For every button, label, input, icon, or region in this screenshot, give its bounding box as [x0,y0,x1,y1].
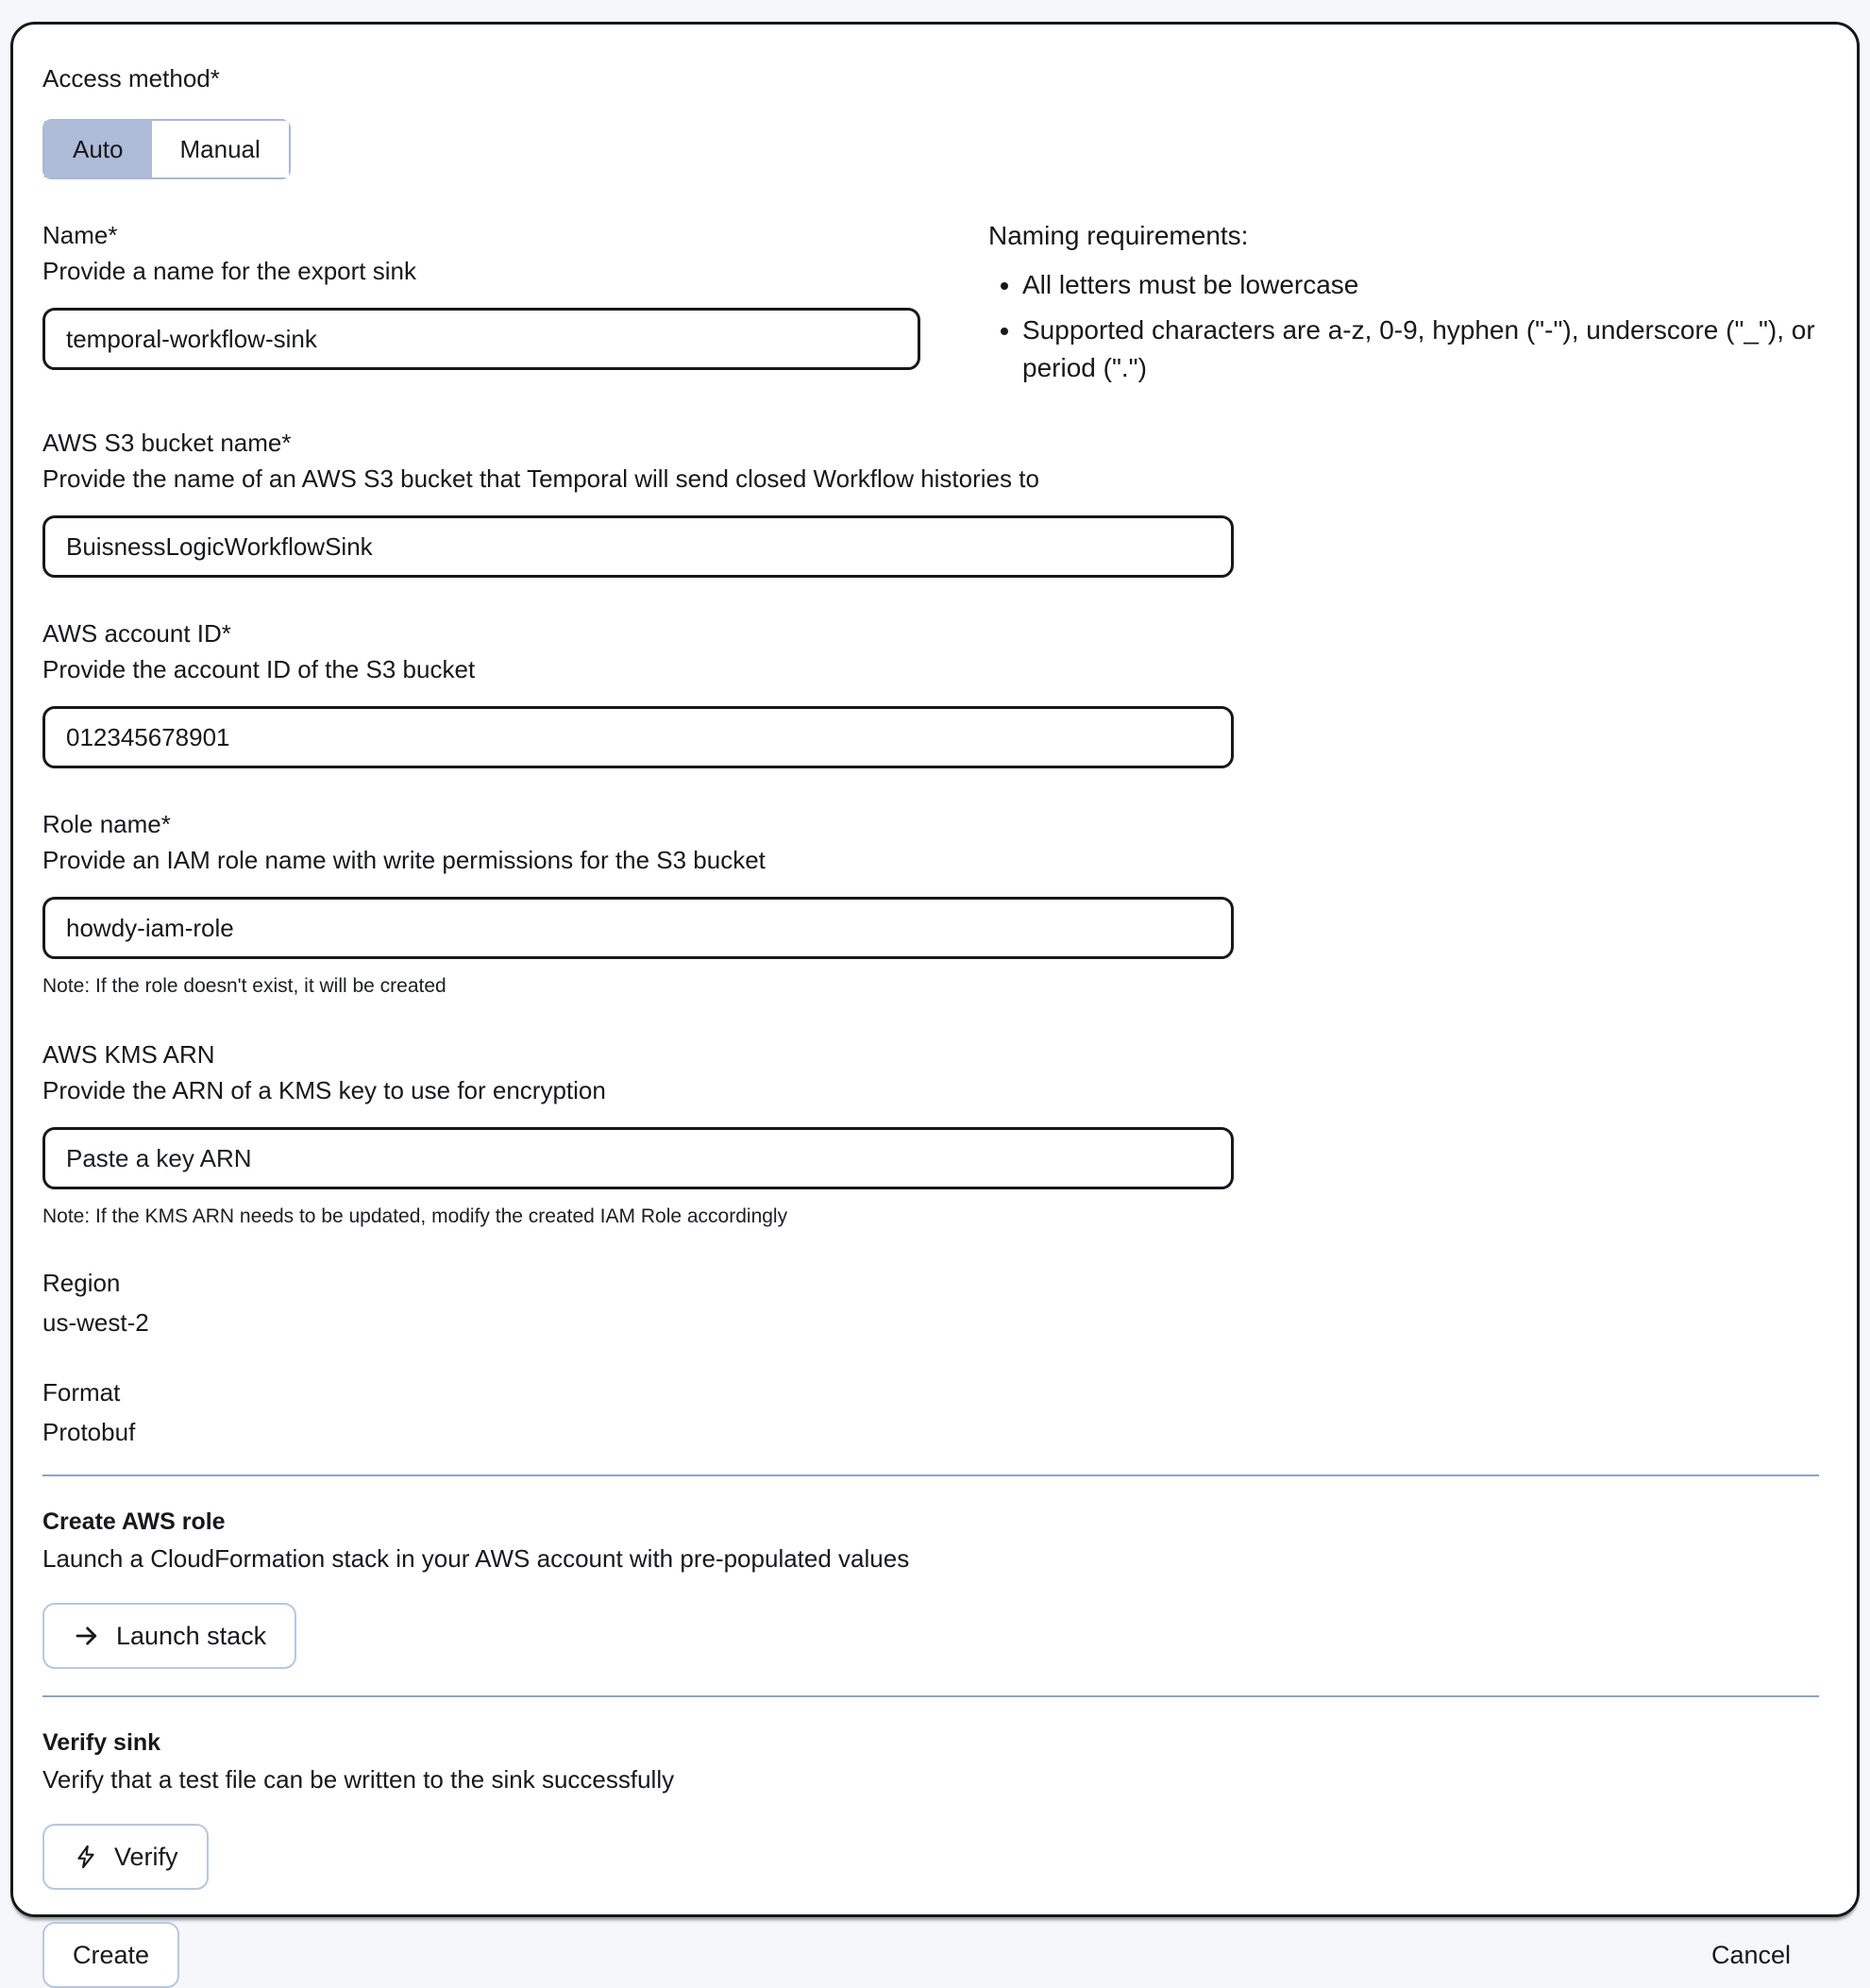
region-value: us-west-2 [42,1308,149,1337]
naming-requirements-list [988,266,1819,387]
cancel-button[interactable]: Cancel [1710,1940,1791,1969]
create-role-description: Launch a CloudFormation stack in your AWS account with pre-populated values [42,1544,910,1573]
account-input[interactable] [42,706,1234,768]
access-method-label: Access method* [42,64,220,93]
account-field-group [42,617,1819,768]
naming-requirement-item: • All letters must be lowercase [1022,266,1819,304]
launch-stack-button[interactable] [42,1603,296,1669]
name-label: Name* [42,221,118,249]
naming-requirements-title: Naming requirements: [988,221,1249,250]
verify-sink-title: Verify sink [42,1729,161,1756]
role-note: Note: If the role doesn't exist, it will be created [42,975,446,997]
role-input[interactable] [42,897,1234,959]
kms-description: Provide the ARN of a KMS key to use for encryption [42,1076,606,1104]
naming-requirements [988,219,1819,387]
kms-label: AWS KMS ARN [42,1040,215,1069]
region-label: Region [42,1269,121,1297]
export-sink-form-card [10,22,1860,1969]
bucket-description: Provide the name of an AWS S3 bucket that Temporal will send closed Workflow histories to [42,464,1039,493]
name-description: Provide a name for the export sink [42,257,416,285]
launch-stack-button-label: Launch stack [116,1621,267,1650]
verify-button[interactable] [42,1824,209,1890]
name-input[interactable] [42,308,920,370]
name-field-group [42,219,920,387]
create-role-title: Create AWS role [42,1508,226,1535]
form-footer [42,1922,1819,1988]
verify-sink-description: Verify that a test file can be written to the sink successfully [42,1765,675,1794]
bucket-field-group [42,427,1819,578]
region-block [42,1267,1819,1339]
role-field-group [42,808,1819,999]
verify-sink-section [42,1727,1819,1890]
access-method-option-manual[interactable]: Manual [152,121,289,177]
kms-field-group [42,1038,1819,1229]
create-role-section [42,1507,1819,1669]
format-block [42,1376,1819,1448]
role-description: Provide an IAM role name with write permissions for the S3 bucket [42,846,766,874]
format-value: Protobuf [42,1418,136,1446]
lightning-bolt-icon [73,1844,99,1870]
bucket-label: AWS S3 bucket name* [42,429,292,457]
name-row [42,219,1819,387]
create-button[interactable] [42,1922,179,1988]
naming-requirement-item: • Supported characters are a-z, 0-9, hyphen ("-"), underscore ("_"), or period (".") [1022,312,1819,387]
kms-input[interactable] [42,1127,1234,1189]
kms-note: Note: If the KMS ARN needs to be updated, modify the created IAM Role accordingly [42,1205,788,1227]
section-divider [42,1695,1819,1697]
role-label: Role name* [42,810,171,838]
section-divider [42,1474,1819,1476]
account-description: Provide the account ID of the S3 bucket [42,655,476,683]
account-label: AWS account ID* [42,619,231,648]
create-button-label: Create [73,1940,150,1969]
access-method-option-auto[interactable]: Auto [44,121,152,177]
format-label: Format [42,1378,121,1407]
bucket-input[interactable] [42,515,1234,578]
verify-button-label: Verify [114,1842,178,1871]
arrow-right-icon [73,1622,101,1650]
access-method-toggle [42,119,291,179]
